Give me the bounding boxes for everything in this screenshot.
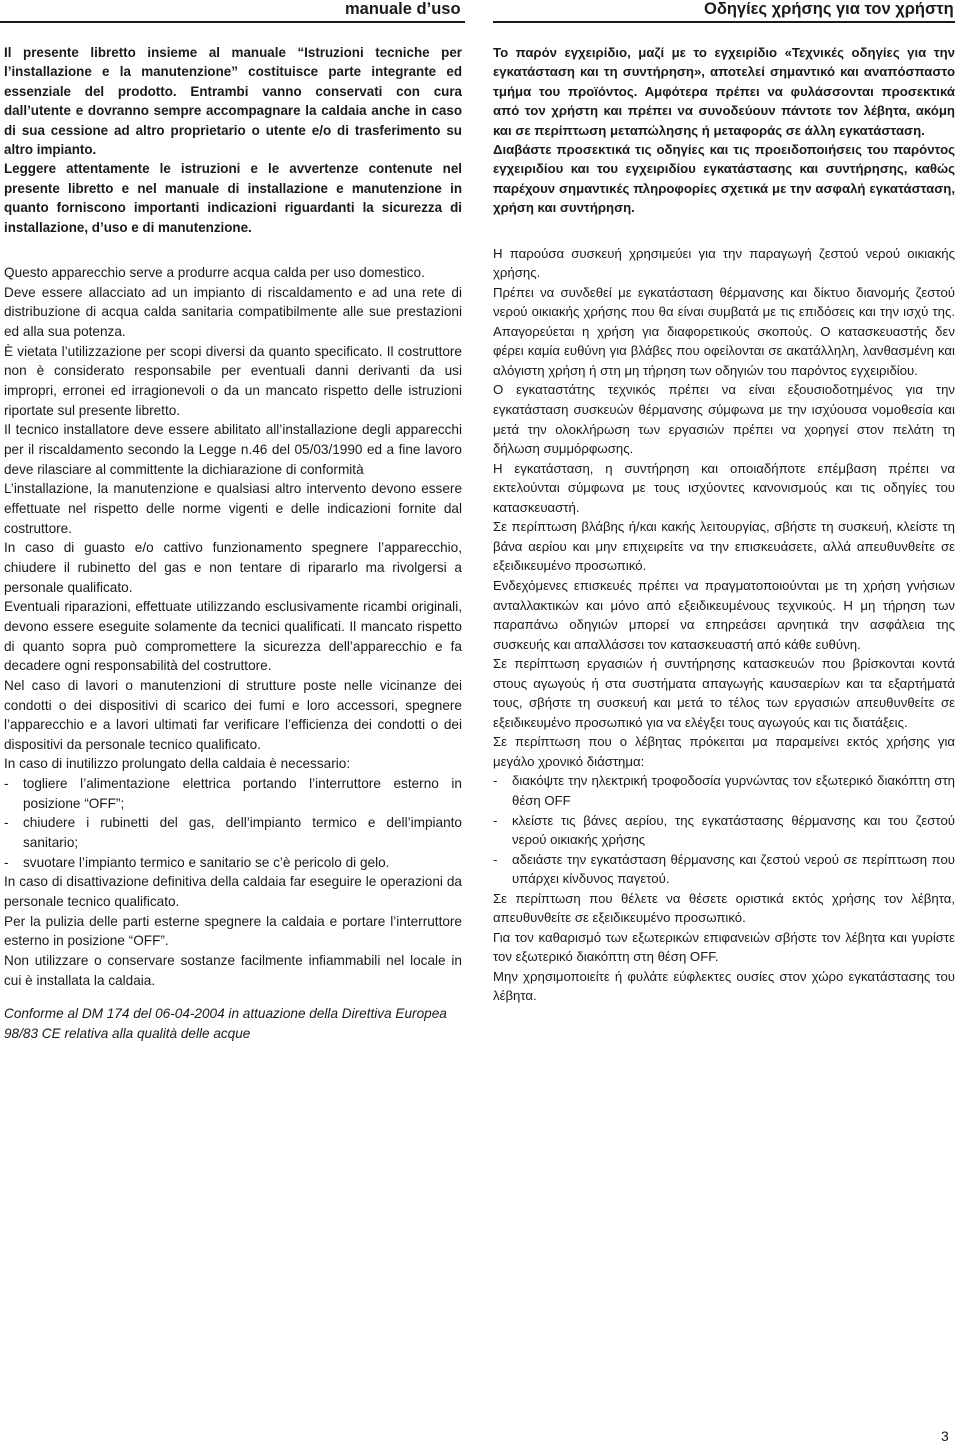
italian-paragraph: Il tecnico installatore deve essere abilitato all’installazione degli apparecchi per il riscaldamento secondo la Legge n.46 del 05/03/1990 ed a fine lavoro deve rilasciare al committente la dichiarazione di conformità — [4, 422, 462, 477]
greek-paragraph: Πρέπει να συνδεθεί με εγκατάσταση θέρμανσης και δίκτυο διανομής ζεστού νερού οικιακής χρήσης που θα είναι συμβατά με τις επιδόσεις και την ισχύ της. Απαγορεύεται η χρήση για διαφορετικούς σκοπούς. Ο κατασκευαστής δεν φέρει καμία ευθύνη για βλάβες που οφείλονται σε ακατάλληλη, λανθασμένη και αλόγιστη χρήση ή στη μη τήρηση των οδηγιών του παρόντος εγχειριδίου. — [493, 284, 955, 378]
italian-column — [4, 43, 462, 1057]
italian-paragraph: Eventuali riparazioni, effettuate utilizzando esclusivamente ricambi originali, devono essere eseguite solamente da tecnici qualificati. Il mancato rispetto di quanto sopra può compromettere la sicurezza dell’apparecchio e fa decadere ogni responsabilità del costruttore. — [4, 599, 462, 674]
list-item: - chiudere i rubinetti del gas, dell’impianto termico e dell’impianto sanitario; — [4, 813, 462, 852]
italian-paragraph: Nel caso di lavori o manutenzioni di strutture poste nelle vicinanze dei condotti o dei dispositivi di scarico dei fumi e loro accessori, spegnere l’apparecchio e a lavori ultimati far verificare l’efficienza dei condotti o dei dispositivi da personale tecnico qualificato. — [4, 677, 462, 752]
greek-paragraph: Για τον καθαρισμό των εξωτερικών επιφανειών σβήστε τον λέβητα και γυρίστε τον εξωτερικό διακόπτη στη θέση OFF. — [493, 929, 955, 965]
italian-paragraph: Per la pulizia delle parti esterne spegnere la caldaia e portare l’interruttore esterno in posizione “OFF”. — [4, 913, 462, 949]
greek-body — [493, 244, 955, 1006]
greek-paragraph: Σε περίπτωση που θέλετε να θέσετε οριστικά εκτός χρήσης τον λέβητα, απευθυνθείτε σε εξειδικευμένο προσωπικό. — [493, 890, 955, 926]
greek-paragraph: Σε περίπτωση βλάβης ή/και κακής λειτουργίας, σβήστε τη συσκευή, κλείστε τη βάνα αερίου και μην επιχειρείτε να την επισκευάσετε, αλλά απευθυνθείτε σε εξειδικευμένο προσωπικό. — [493, 519, 955, 574]
italian-compliance-note: Conforme al DM 174 del 06-04-2004 in attuazione della Direttiva Europea 98/83 CE relativa alla qualità delle acque — [4, 1006, 447, 1041]
italian-paragraph: Deve essere allacciato ad un impianto di riscaldamento e ad una rete di distribuzione di acqua calda sanitaria compatibilmente alle sue prestazioni ed alla sua potenza. — [4, 284, 462, 340]
greek-paragraph: Η παρούσα συσκευή χρησιμεύει για την παραγωγή ζεστού νερού οικιακής χρήσης. — [493, 245, 955, 281]
list-item: - togliere l’alimentazione elettrica portando l’interruttore esterno in posizione “OFF”; — [4, 774, 462, 813]
list-item: - κλείστε τις βάνες αερίου, της εγκατάστασης θέρμανσης και του ζεστού νερού οικιακής χρήσης — [493, 811, 955, 850]
list-item: - διακόψτε την ηλεκτρική τροφοδοσία γυρνώντας τον εξωτερικό διακόπτη στη θέση OFF — [493, 771, 955, 810]
greek-header-rule — [493, 21, 955, 23]
list-item: - svuotare l’impianto termico e sanitario se c’è pericolo di gelo. — [4, 853, 462, 873]
greek-paragraph: Η εγκατάσταση, η συντήρηση και οποιαδήποτε επέμβαση πρέπει να εκτελούνται σύμφωνα με τους ισχύοντες κανονισμούς και τις οδηγίες του κατασκευαστή. — [493, 460, 955, 515]
italian-body — [4, 263, 462, 990]
italian-intro-paragraph: Leggere attentamente le istruzioni e le avvertenze contenute nel presente libretto e nel manuale di installazione e manutenzione in quanto forniscono importanti indicazioni riguardanti la sicurezza di installazione, d’uso e di manutenzione. — [4, 161, 462, 235]
italian-paragraph: In caso di inutilizzo prolungato della caldaia è necessario: — [4, 756, 351, 772]
greek-paragraph: Ο εγκαταστάτης τεχνικός πρέπει να είναι εξουσιοδοτημένος για την εγκατάσταση συσκευών θέρμανσης σύμφωνα με την ισχύουσα νομοθεσία και μετά την ολοκλήρωση των εργασιών πρέπει να χορηγεί στον πελάτη τη δήλωση συμμόρφωσης. — [493, 382, 955, 457]
greek-intro-paragraph: Διαβάστε προσεκτικά τις οδηγίες και τις προειδοποιήσεις του παρόντος εγχειριδίου και του εγχειριδίου εγκατάστασης και συντήρησης, καθώς παρέχουν σημαντικές πληροφορίες σχετικά με την ασφαλή εγκατάσταση, χρήση και συντήρηση. — [493, 142, 955, 216]
greek-header-title: Οδηγίες χρήσης για τον χρήστη — [704, 0, 954, 18]
italian-intro-paragraph: Il presente libretto insieme al manuale “Istruzioni tecniche per l’installazione e la manutenzione” costituisce parte integrante ed essenziale del prodotto. Entrambi vanno conservati con cura dall’utente e dovranno sempre accompagnare la caldaia anche in caso di sua cessione ad altro proprietario o utente e/o di trasferimento su altro impianto. — [4, 45, 462, 158]
greek-intro-paragraph: Το παρόν εγχειρίδιο, μαζί με το εγχειρίδιο «Τεχνικές οδηγίες για την εγκατάσταση και τη συντήρηση», αποτελεί σημαντικό και αναπόσπαστο τμήμα του προϊόντος. Αμφότερα πρέπει να φυλάσσονται προσεκτικά από τον χρήστη και πρέπει να συνοδεύουν πάντοτε τον λέβητα, ακόμη και σε περίπτωση μεταπώλησης ή μεταφοράς σε άλλη εγκατάσταση. — [493, 45, 955, 138]
italian-paragraph: In caso di disattivazione definitiva della caldaia far eseguire le operazioni da personale tecnico qualificato. — [4, 874, 462, 910]
greek-paragraph: Μην χρησιμοποιείτε ή φυλάτε εύφλεκτες ουσίες στον χώρο εγκατάστασης του λέβητα. — [493, 968, 955, 1004]
greek-list — [493, 771, 955, 888]
greek-paragraph: Ενδεχόμενες επισκευές πρέπει να πραγματοποιούνται με τη χρήση γνήσιων ανταλλακτικών και μόνο από εξειδικευμένους τεχνικούς. Η μη τήρηση των παραπάνω οδηγιών μπορεί να επηρεάσει αρνητικά την ασφάλεια της συσκευής και απαλλάσσει τον κατασκευαστή από κάθε ευθύνη. — [493, 577, 955, 652]
italian-header-rule — [0, 21, 465, 23]
greek-paragraph: Σε περίπτωση εργασιών ή συντήρησης κατασκευών που βρίσκονται κοντά στους αγωγούς ή στα συστήματα απαγωγής καυσαερίων και τα εξαρτήματά τους, σβήστε τη συσκευή και μετά το τέλος των εργασιών απευθυνθείτε σε εξειδικευμένο προσωπικό για να ελέγξει τους αγωγούς και τις διατάξεις. — [493, 656, 955, 730]
list-item: - αδειάστε την εγκατάσταση θέρμανσης και ζεστού νερού σε περίπτωση που υπάρχει κίνδυνος παγετού. — [493, 850, 955, 889]
greek-column — [493, 43, 955, 1006]
italian-paragraph: È vietata l’utilizzazione per scopi diversi da quanto specificato. Il costruttore non è considerato responsabile per eventuali danni derivanti da usi impropri, erronei ed irragionevoli o da un mancato rispetto delle istruzioni riportate sul presente libretto. — [4, 343, 462, 418]
page-number: 3 — [941, 1428, 949, 1444]
italian-paragraph: L’installazione, la manutenzione e qualsiasi altro intervento devono essere effettuate nel rispetto delle norme vigenti e delle indicazioni fornite dal costruttore. — [4, 481, 462, 536]
italian-paragraph: In caso di guasto e/o cattivo funzionamento spegnere l’apparecchio, chiudere il rubinetto del gas e non tentare di ripararlo ma rivolgersi a personale qualificato. — [4, 540, 462, 595]
italian-paragraph: Non utilizzare o conservare sostanze facilmente infiammabili nel locale in cui è installata la caldaia. — [4, 953, 462, 988]
italian-paragraph: Questo apparecchio serve a produrre acqua calda per uso domestico. — [4, 265, 425, 281]
italian-list — [4, 774, 462, 872]
greek-paragraph: Σε περίπτωση που ο λέβητας πρόκειται μα παραμείνει εκτός χρήσης για μεγάλο χρονικό διάστημα: — [493, 734, 955, 769]
italian-header-title: manuale d’uso — [345, 0, 461, 18]
